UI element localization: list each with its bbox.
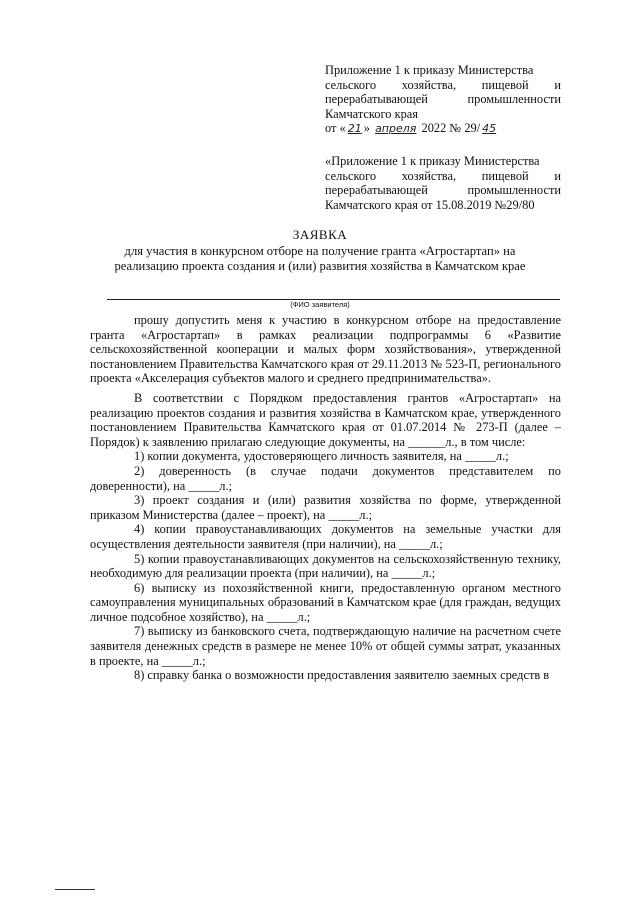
list-item-6: 6) выписку из похозяйственной книги, предоставленную органом местного самоуправления муниципальных образований в Камчатском крае (для граждан, ведущих личное подсобное хозяйство), на _____л.;: [90, 580, 561, 624]
approval-line-1: Приложение 1 к приказу Министерства: [325, 63, 534, 77]
old-appendix-line-3: перерабатывающей промышленности: [325, 183, 561, 197]
fio-caption: (ФИО заявителя): [290, 300, 350, 309]
footnote-divider: [55, 889, 95, 890]
title-line-2: для участия в конкурсном отборе на получение гранта «Агростартап» на: [124, 244, 516, 258]
old-appendix-block: [325, 154, 561, 212]
list-item-2: 2) доверенность (в случае подачи документов представителем по доверенности), на _____л.;: [90, 463, 561, 493]
approval-line-4: Камчатского края: [325, 106, 418, 121]
list-item-8: 8) справку банка о возможности предоставления заявителю заемных средств в: [134, 668, 550, 683]
title-line-3: реализацию проекта создания и (или) развития хозяйства в Камчатском крае: [114, 259, 526, 273]
approval-date-line: от « 21 » апреля 2022 № 29/ 45: [325, 121, 497, 135]
handwritten-day: 21: [347, 122, 362, 135]
body-text: [90, 313, 561, 683]
paragraph-procedure: В соответствии с Порядком предоставления грантов «Агростартап» на реализацию проектов создания и развития хозяйства в Камчатском крае, утвержденного постановлением Правительства Камчатского края от 01.07.2014 № 273-П (далее – Порядок) к заявлению прилагаю следующие документы, на ______л., в том числе:: [90, 390, 561, 449]
approval-line-3: перерабатывающей промышленности: [325, 92, 561, 106]
old-appendix-line-2: сельского хозяйства, пищевой и: [325, 168, 561, 183]
approval-line-2: сельского хозяйства, пищевой и: [325, 77, 561, 92]
handwritten-number: 45: [482, 122, 497, 135]
list-item-7: 7) выписку из банковского счета, подтверждающую наличие на расчетном счете заявителя денежных средств в размере не менее 10% от общей суммы затрат, указанных в проекте, на _____л.;: [90, 624, 561, 668]
list-item-3: 3) проект создания и (или) развития хозяйства по форме, утвержденной приказом Министерства (далее – проект), на _____л.;: [90, 493, 561, 522]
list-item-1: 1) копии документа, удостоверяющего личность заявителя, на _____л.;: [134, 449, 509, 464]
list-item-4: 4) копии правоустанавливающих документов на земельные участки для осуществления деятельности заявителя (при наличии), на _____л.;: [90, 522, 561, 551]
list-item-5: 5) копии правоустанавливающих документов на сельскохозяйственную технику, необходимую для реализации проекта (при наличии), на _____л.;: [90, 551, 561, 581]
old-appendix-line-4: Камчатского края от 15.08.2019 №29/80: [325, 197, 535, 212]
document-title: ЗАЯВКА: [292, 227, 348, 242]
approval-block: [325, 63, 561, 137]
paragraph-request: прошу допустить меня к участию в конкурсном отборе на предоставление гранта «Агростартап» в рамках реализации подпрограммы 6 «Развитие сельскохозяйственной кооперации и малых форм хозяйствования», утвержденной постановлением Правительства Камчатского края от 29.11.2013 № 523-П, регионального проекта «Акселерация субъектов малого и среднего предпринимательства».: [90, 313, 561, 386]
handwritten-month: апреля: [375, 122, 417, 135]
old-appendix-line-1: «Приложение 1 к приказу Министерства: [325, 154, 540, 168]
